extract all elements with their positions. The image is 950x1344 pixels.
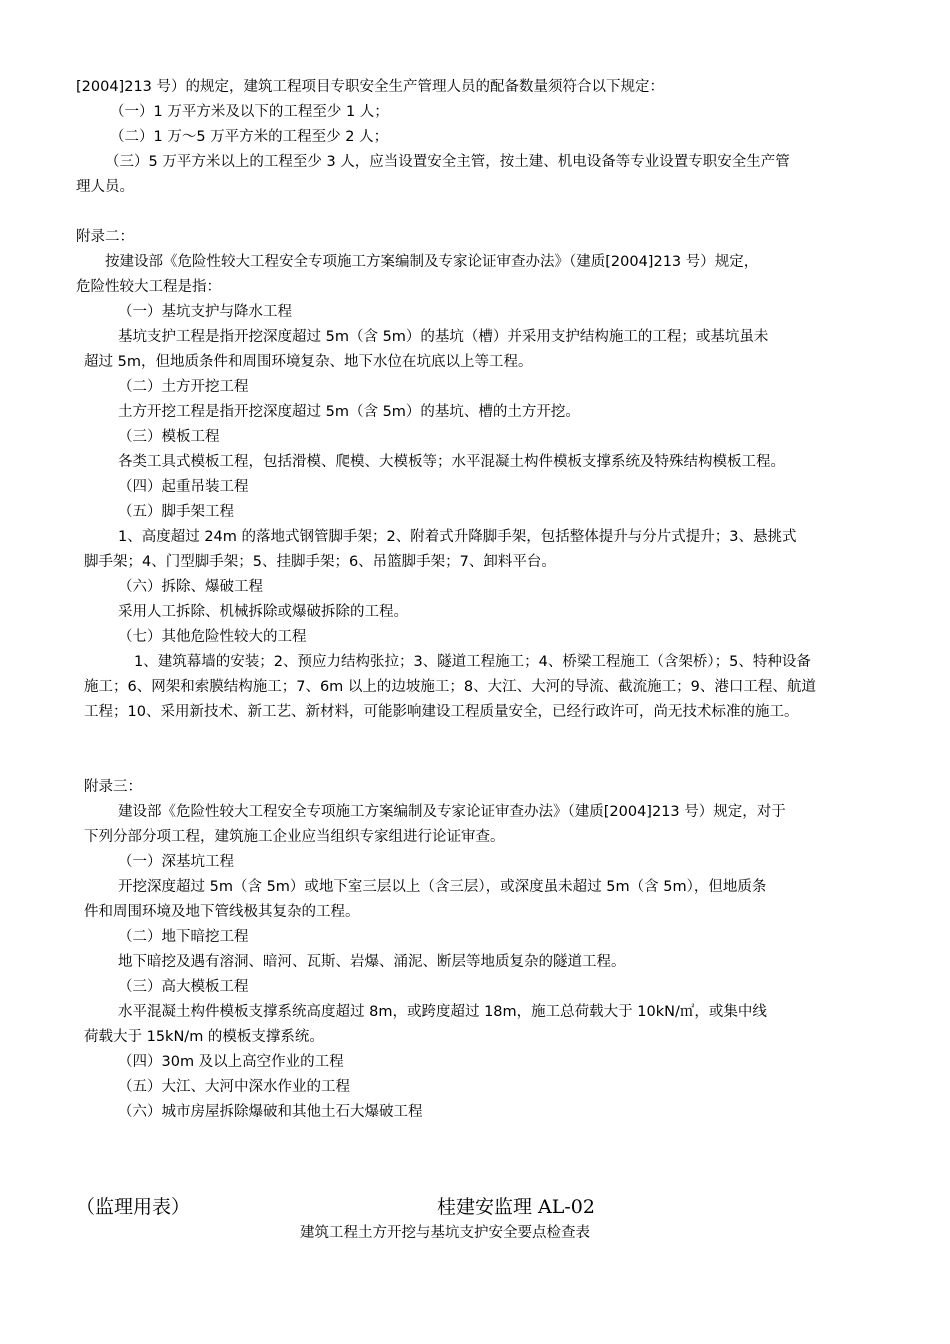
text-line: （二）1 万～5 万平方米的工程至少 2 人； [110,129,389,145]
section-heading: （二）土方开挖工程 [118,379,249,395]
text-line: 各类工具式模板工程，包括滑模、爬模、大模板等；水平混凝土构件模板支撑系统及特殊结构模板工程。 [118,454,785,470]
text-line: （三）5 万平方米以上的工程至少 3 人，应当设置安全主管，按土建、机电设备等专业设置专职安全生产管 [105,154,790,170]
section-heading: （五）脚手架工程 [118,504,234,520]
section-heading: （六）拆除、爆破工程 [118,579,263,595]
section-heading: （四）起重吊装工程 [118,479,249,495]
text-line: 危险性较大工程是指： [76,279,221,295]
form-usage-label: （监理用表） [76,1196,191,1218]
section-heading: （五）大江、大河中深水作业的工程 [118,1079,350,1095]
form-code: 桂建安监理 AL-02 [437,1196,595,1218]
text-line: （一）1 万平方米及以下的工程至少 1 人； [110,104,389,120]
section-heading: （一）深基坑工程 [118,854,234,870]
text-line: 荷载大于 15kN/m 的模板支撑系统。 [84,1029,324,1045]
appendix-3-title: 附录三： [84,779,142,795]
text-line: 基坑支护工程是指开挖深度超过 5m（含 5m）的基坑（槽）并采用支护结构施工的工程；或基坑虽未 [118,329,769,345]
text-line: 开挖深度超过 5m（含 5m）或地下室三层以上（含三层），或深度虽未超过 5m（含 5m），但地质条 [118,879,767,895]
section-heading: （四）30m 及以上高空作业的工程 [118,1054,344,1070]
section-heading: （七）其他危险性较大的工程 [118,629,307,645]
text-line: 建设部《危险性较大工程安全专项施工方案编制及专家论证审查办法》（建质[2004]213 号）规定，对于 [118,804,786,820]
text-line: 工程；10、采用新技术、新工艺、新材料，可能影响建设工程质量安全，已经行政许可，尚无技术标准的施工。 [84,704,799,720]
section-heading: （六）城市房屋拆除爆破和其他土石大爆破工程 [118,1104,423,1120]
text-line: 施工；6、网架和索膜结构施工；7、6m 以上的边坡施工；8、大江、大河的导流、截流施工；9、港口工程、航道 [84,679,816,695]
text-line: 脚手架；4、门型脚手架；5、挂脚手架；6、吊篮脚手架；7、卸料平台。 [84,554,556,570]
text-line: 采用人工拆除、机械拆除或爆破拆除的工程。 [118,604,408,620]
text-line: 件和周围环境及地下管线极其复杂的工程。 [84,904,360,920]
section-heading: （三）模板工程 [118,429,220,445]
text-line: 1、高度超过 24m 的落地式钢管脚手架；2、附着式升降脚手架，包括整体提升与分片式提升；3、悬挑式 [118,529,797,545]
text-line: 超过 5m，但地质条件和周围环境复杂、地下水位在坑底以上等工程。 [84,354,533,370]
text-line: 理人员。 [76,179,134,195]
section-heading: （三）高大模板工程 [118,979,249,995]
text-line: 按建设部《危险性较大工程安全专项施工方案编制及专家论证审查办法》（建质[2004]213 号）规定， [105,254,759,270]
text-line: 地下暗挖及遇有溶洞、暗河、瓦斯、岩爆、涌泥、断层等地质复杂的隧道工程。 [118,954,626,970]
form-title: 建筑工程土方开挖与基坑支护安全要点检查表 [300,1225,590,1241]
text-line: 1、建筑幕墙的安装；2、预应力结构张拉；3、隧道工程施工；4、桥梁工程施工（含架桥）；5、特种设备 [134,654,811,670]
appendix-2-title: 附录二： [76,229,134,245]
text-line: 水平混凝土构件模板支撑系统高度超过 8m，或跨度超过 18m，施工总荷载大于 10kN/㎡，或集中线 [118,1004,767,1020]
text-line: 下列分部分项工程，建筑施工企业应当组织专家组进行论证审查。 [84,829,505,845]
text-line: [2004]213 号）的规定，建筑工程项目专职安全生产管理人员的配备数量须符合以下规定： [76,79,664,95]
text-line: 土方开挖工程是指开挖深度超过 5m（含 5m）的基坑、槽的土方开挖。 [118,404,580,420]
section-heading: （一）基坑支护与降水工程 [118,304,292,320]
section-heading: （二）地下暗挖工程 [118,929,249,945]
